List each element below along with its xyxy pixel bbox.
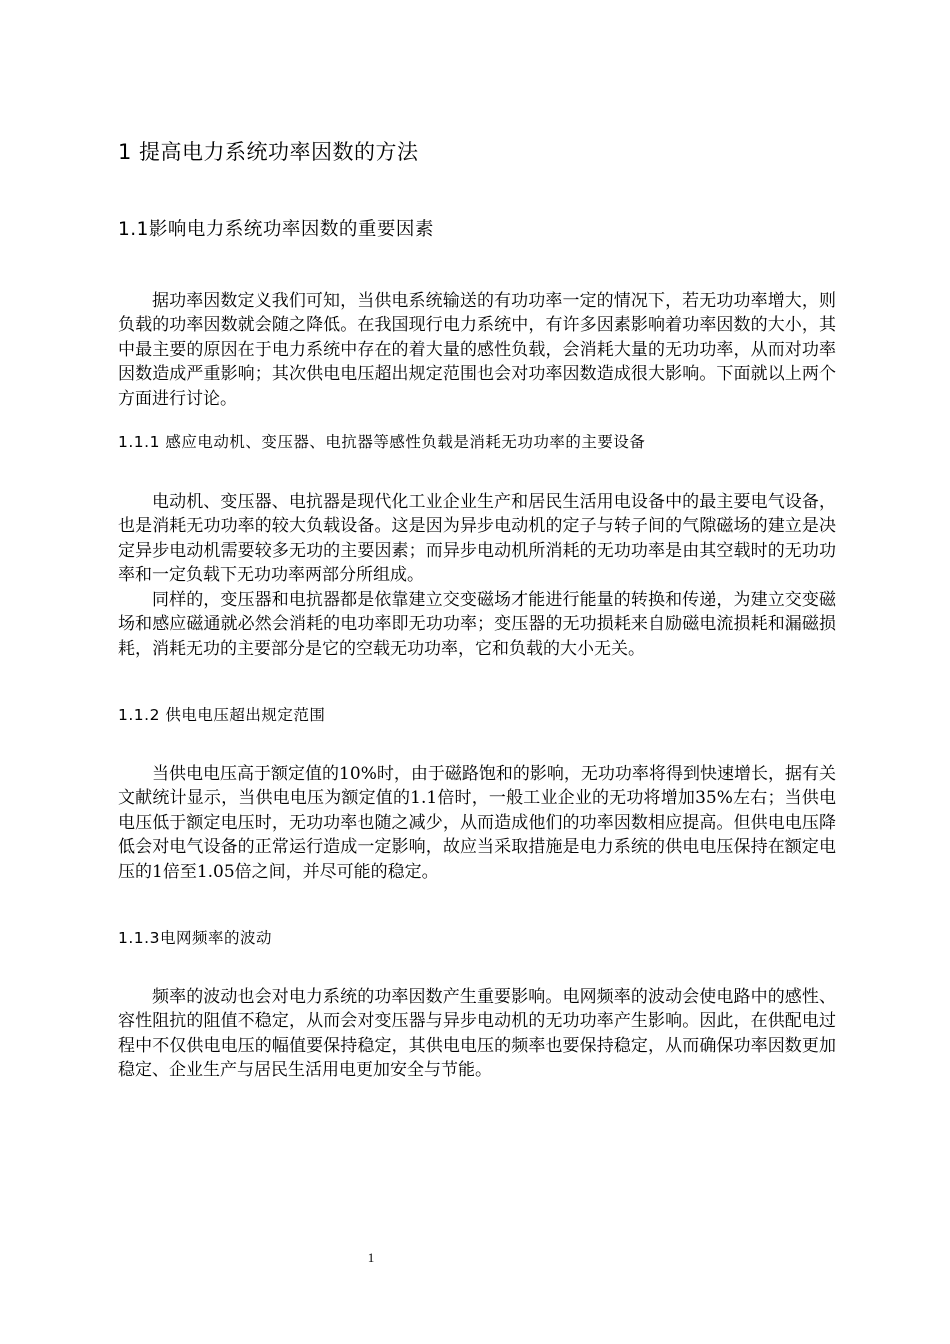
body-paragraph: 当供电电压高于额定值的10%时，由于磁路饱和的影响，无功功率将得到快速增长，据有关文献统计显示，当供电电压为额定值的1.1倍时，一般工业企业的无功将增加35%左右；当供电电压低于额定电压时，无功功率也随之减少，从而造成他们的功率因数相应提高。但供电电压降低会对电气设备的正常运行造成一定影响，故应当采取措施是电力系统的供电电压保持在额定电压的1倍至1.05倍之间，并尽可能的稳定。 [118,764,836,882]
section-heading: 1.1影响电力系统功率因数的重要因素 [118,219,434,240]
body-paragraph: 电动机、变压器、电抗器是现代化工业企业生产和居民生活用电设备中的最主要电气设备，也是消耗无功功率的较大负载设备。这是因为异步电动机的定子与转子间的气隙磁场的建立是决定异步电动机需要较多无功的主要因素；而异步电动机所消耗的无功功率是由其空载时的无功功率和一定负载下无功功率两部分所组成。 [118,492,836,586]
body-paragraph: 同样的，变压器和电抗器都是依靠建立交变磁场才能进行能量的转换和传递，为建立交变磁场和感应磁通就必然会消耗的电功率即无功功率；变压器的无功损耗来自励磁电流损耗和漏磁损耗，消耗无功的主要部分是它的空载无功功率，它和负载的大小无关。 [118,590,836,659]
subsection-heading-1: 1.1.1 感应电动机、变压器、电抗器等感性负载是消耗无功功率的主要设备 [118,433,646,451]
subsection-heading-3: 1.1.3电网频率的波动 [118,929,272,947]
subsection-heading-2: 1.1.2 供电电压超出规定范围 [118,706,326,724]
page-number: 1 [367,1250,375,1265]
chapter-heading: 1 提高电力系统功率因数的方法 [118,140,419,164]
body-paragraph: 频率的波动也会对电力系统的功率因数产生重要影响。电网频率的波动会使电路中的感性、容性阻抗的阻值不稳定，从而会对变压器与异步电动机的无功功率产生影响。因此，在供配电过程中不仅供电电压的幅值要保持稳定，其供电电压的频率也要保持稳定，从而确保功率因数更加稳定、企业生产与居民生活用电更加安全与节能。 [118,987,836,1081]
intro-paragraph: 据功率因数定义我们可知，当供电系统输送的有功功率一定的情况下，若无功功率增大，则负载的功率因数就会随之降低。在我国现行电力系统中，有许多因素影响着功率因数的大小，其中最主要的原因在于电力系统中存在的着大量的感性负载，会消耗大量的无功功率，从而对功率因数造成严重影响；其次供电电压超出规定范围也会对功率因数造成很大影响。下面就以上两个方面进行讨论。 [118,291,836,409]
